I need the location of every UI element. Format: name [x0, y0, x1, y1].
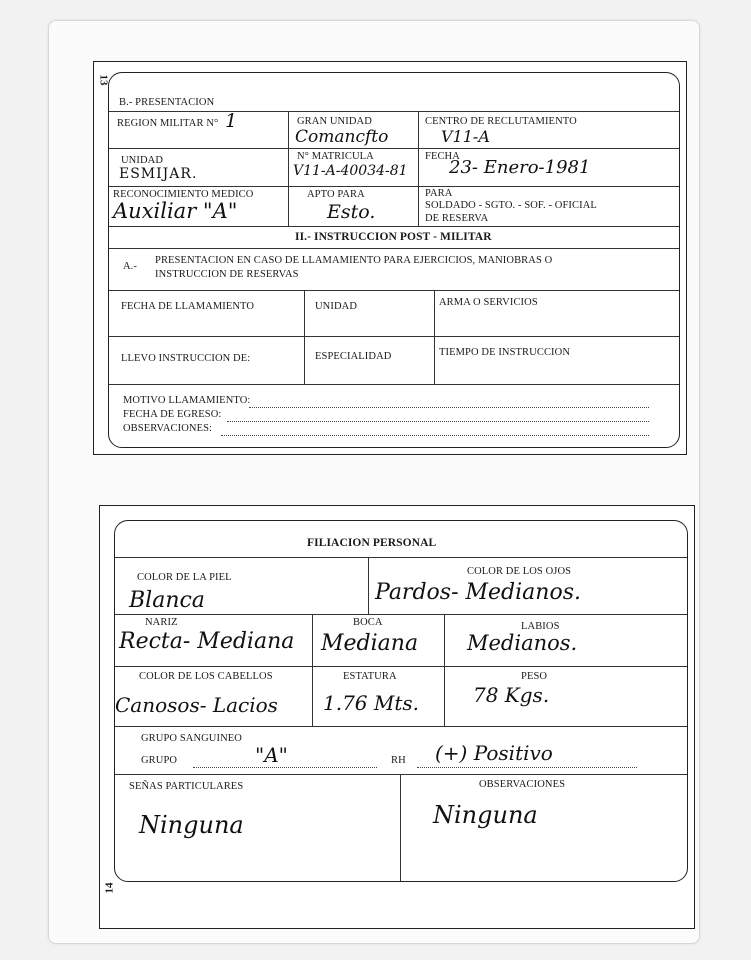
para-label: PARA — [425, 188, 453, 199]
reconocimiento-cell — [109, 187, 289, 227]
centro-value: V11-A — [441, 127, 490, 146]
arma-label: ARMA O SERVICIOS — [439, 297, 538, 308]
reconocimiento-value: Auxiliar "A" — [113, 199, 238, 223]
page-number-14: 14 — [103, 882, 116, 894]
labios-value: Medianos. — [467, 631, 578, 655]
obs-value: Ninguna — [433, 801, 538, 829]
cabellos-value: Canosos- Lacios — [115, 693, 278, 717]
fecha-llamamiento-cell — [109, 291, 305, 337]
region-cell — [109, 111, 289, 149]
gran-unidad-cell — [289, 111, 419, 149]
arma-cell — [435, 291, 679, 337]
matricula-value: V11-A-40034-81 — [293, 163, 408, 179]
unidad-value: ESMIJAR. — [119, 166, 198, 182]
para-text-1: SOLDADO - SGTO. - SOF. - OFICIAL — [425, 200, 597, 211]
cabellos-label: COLOR DE LOS CABELLOS — [139, 671, 273, 682]
llevo-label: LLEVO INSTRUCCION DE: — [121, 353, 251, 364]
motivo-label: MOTIVO LLAMAMIENTO: — [123, 395, 251, 406]
cabellos-cell — [115, 667, 313, 727]
fecha-llamamiento-label: FECHA DE LLAMAMIENTO — [121, 301, 255, 312]
obs-cell — [401, 775, 687, 881]
reconocimiento-label: RECONOCIMIENTO MEDICO — [113, 189, 254, 200]
document-sheet — [48, 20, 700, 944]
motivo-line — [249, 407, 649, 408]
senas-value: Ninguna — [139, 811, 244, 839]
obs-label: OBSERVACIONES — [479, 779, 566, 790]
ojos-cell — [369, 557, 687, 615]
unidad-cell — [109, 149, 289, 187]
piel-cell — [115, 557, 369, 615]
unidad2-cell — [305, 291, 435, 337]
apto-cell — [289, 187, 419, 227]
apto-value: Esto. — [327, 201, 376, 223]
gran-unidad-value: Comancfto — [295, 127, 389, 147]
estatura-cell — [313, 667, 445, 727]
nariz-label: NARIZ — [145, 617, 178, 628]
centro-label: CENTRO DE RECLUTAMIENTO — [425, 116, 577, 127]
matricula-label: N° MATRICULA — [297, 151, 374, 162]
fecha-value: 23- Enero-1981 — [449, 157, 591, 178]
ojos-value: Pardos- Medianos. — [375, 580, 581, 605]
piel-label: COLOR DE LA PIEL — [137, 572, 232, 583]
page-13-frame — [93, 61, 687, 455]
section-b-heading: B.- PRESENTACION — [119, 97, 215, 108]
piel-value: Blanca — [129, 588, 205, 613]
observaciones-label: OBSERVACIONES: — [123, 423, 213, 434]
apto-label: APTO PARA — [307, 189, 365, 200]
fecha-label: FECHA — [425, 151, 460, 162]
boca-value: Mediana — [321, 631, 419, 656]
section-ii-heading: II.- INSTRUCCION POST - MILITAR — [295, 231, 492, 243]
page-13-form — [108, 72, 680, 448]
region-value: 1 — [225, 110, 238, 132]
peso-label: PESO — [521, 671, 548, 682]
grupo-sanguineo-label: GRUPO SANGUINEO — [141, 733, 242, 744]
fecha-egreso-label: FECHA DE EGRESO: — [123, 409, 222, 420]
peso-value: 78 Kgs. — [473, 683, 550, 707]
unidad-label: UNIDAD — [121, 155, 164, 166]
unidad2-label: UNIDAD — [315, 301, 358, 312]
labios-cell — [445, 615, 687, 667]
senas-label: SEÑAS PARTICULARES — [129, 781, 244, 792]
section-a-row — [109, 249, 679, 291]
grupo-value: "A" — [255, 743, 288, 767]
section-ii-row — [109, 227, 679, 249]
rh-line — [417, 767, 637, 768]
observaciones-line — [221, 435, 649, 436]
page-14-form — [114, 520, 688, 882]
especialidad-label: ESPECIALIDAD — [315, 351, 392, 362]
nariz-cell — [115, 615, 313, 667]
para-text-2: DE RESERVA — [425, 213, 489, 224]
ojos-label: COLOR DE LOS OJOS — [467, 566, 572, 577]
filiacion-title: FILIACION PERSONAL — [307, 537, 437, 549]
tiempo-cell — [435, 337, 679, 385]
section-a-line-1: PRESENTACION EN CASO DE LLAMAMIENTO PARA EJERCICIOS, MANIOBRAS O — [155, 255, 553, 266]
tiempo-label: TIEMPO DE INSTRUCCION — [439, 347, 571, 358]
region-label: REGION MILITAR N° — [117, 118, 219, 129]
boca-cell — [313, 615, 445, 667]
para-cell — [419, 187, 679, 227]
peso-cell — [445, 667, 687, 727]
rh-label: RH — [391, 755, 406, 766]
section-a-line-2: INSTRUCCION DE RESERVAS — [155, 269, 299, 280]
centro-cell — [419, 111, 679, 149]
page-14-frame — [99, 505, 695, 929]
fecha-cell — [419, 149, 679, 187]
fecha-egreso-line — [227, 421, 649, 422]
boca-label: BOCA — [353, 617, 383, 628]
section-a-prefix: A.- — [123, 261, 138, 272]
llevo-cell — [109, 337, 305, 385]
especialidad-cell — [305, 337, 435, 385]
gran-unidad-label: GRAN UNIDAD — [297, 116, 372, 127]
nariz-value: Recta- Mediana — [119, 629, 295, 654]
senas-cell — [115, 775, 401, 881]
matricula-cell — [289, 149, 419, 187]
grupo-label: GRUPO — [141, 755, 178, 766]
grupo-line — [193, 767, 377, 768]
page-number-13: 13 — [97, 74, 110, 86]
estatura-label: ESTATURA — [343, 671, 397, 682]
estatura-value: 1.76 Mts. — [323, 691, 420, 715]
grupo-cell — [115, 727, 687, 775]
labios-label: LABIOS — [521, 621, 560, 632]
rh-value: (+) Positivo — [435, 741, 553, 765]
